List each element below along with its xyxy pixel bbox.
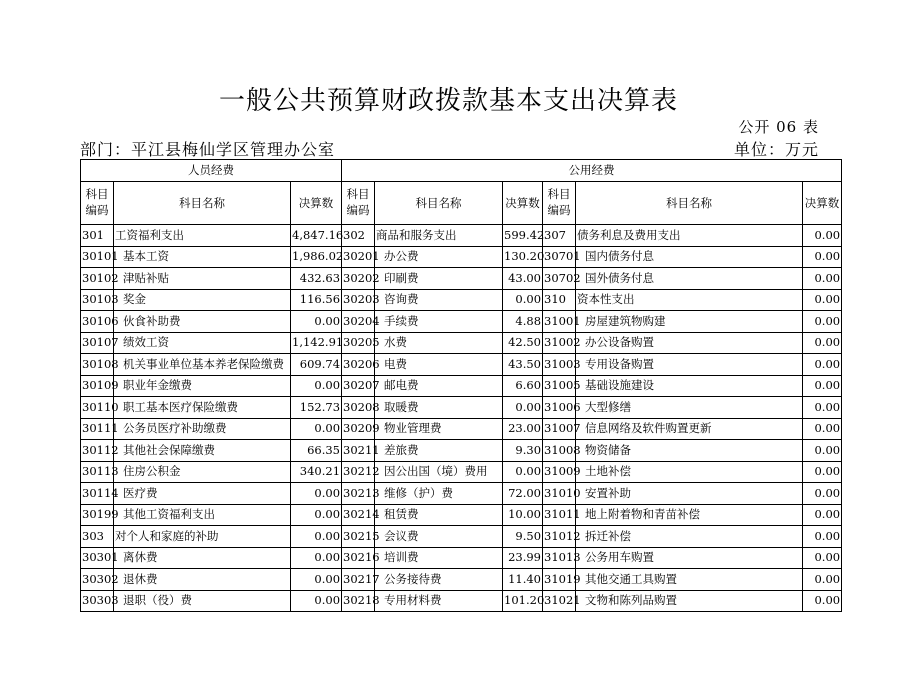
group-personnel: 人员经费 — [81, 160, 342, 182]
cell-name: 其他交通工具购置 — [576, 569, 803, 591]
cell-amount: 0.00 — [803, 483, 842, 505]
table-row — [81, 504, 842, 526]
table-row — [81, 225, 842, 247]
table-row — [81, 569, 842, 591]
cell-code: 30701 — [543, 246, 576, 268]
cell-name: 国外债务付息 — [576, 268, 803, 290]
table-row — [81, 461, 842, 483]
cell-code: 31021 — [543, 590, 576, 612]
cell-code: 30110 — [81, 397, 114, 419]
header-name: 科目名称 — [375, 182, 503, 225]
cell-name: 津贴补贴 — [114, 268, 291, 290]
header-name: 科目名称 — [114, 182, 291, 225]
cell-amount: 11.40 — [503, 569, 543, 591]
cell-code: 30101 — [81, 246, 114, 268]
cell-name: 办公设备购置 — [576, 332, 803, 354]
cell-name: 手续费 — [375, 311, 503, 333]
cell-code: 30212 — [342, 461, 375, 483]
cell-amount: 72.00 — [503, 483, 543, 505]
cell-code: 30301 — [81, 547, 114, 569]
cell-name: 取暖费 — [375, 397, 503, 419]
cell-amount: 0.00 — [291, 504, 342, 526]
table-row — [81, 375, 842, 397]
header-code-line1: 科目 — [346, 187, 370, 202]
cell-name: 资本性支出 — [576, 289, 803, 311]
cell-amount: 0.00 — [291, 375, 342, 397]
cell-name: 大型修缮 — [576, 397, 803, 419]
cell-amount: 0.00 — [291, 590, 342, 612]
cell-code: 31007 — [543, 418, 576, 440]
cell-name: 职工基本医疗保险缴费 — [114, 397, 291, 419]
cell-code: 30214 — [342, 504, 375, 526]
cell-code: 30201 — [342, 246, 375, 268]
cell-code: 31002 — [543, 332, 576, 354]
cell-name: 公务员医疗补助缴费 — [114, 418, 291, 440]
cell-name: 培训费 — [375, 547, 503, 569]
cell-amount: 0.00 — [291, 547, 342, 569]
cell-name: 基础设施建设 — [576, 375, 803, 397]
cell-name: 维修（护）费 — [375, 483, 503, 505]
header-amount: 决算数 — [503, 182, 543, 225]
cell-amount: 0.00 — [803, 332, 842, 354]
cell-code: 30199 — [81, 504, 114, 526]
cell-amount: 432.63 — [291, 268, 342, 290]
cell-code: 31005 — [543, 375, 576, 397]
cell-amount: 0.00 — [803, 461, 842, 483]
cell-name: 印刷费 — [375, 268, 503, 290]
cell-amount: 23.00 — [503, 418, 543, 440]
cell-name: 咨询费 — [375, 289, 503, 311]
cell-amount: 42.50 — [503, 332, 543, 354]
cell-amount: 6.60 — [503, 375, 543, 397]
cell-code: 30203 — [342, 289, 375, 311]
table-row — [81, 483, 842, 505]
cell-amount: 43.50 — [503, 354, 543, 376]
budget-table — [80, 159, 842, 612]
cell-name: 医疗费 — [114, 483, 291, 505]
cell-code: 30107 — [81, 332, 114, 354]
group-header-row — [81, 160, 842, 182]
cell-code: 31008 — [543, 440, 576, 462]
cell-name: 房屋建筑物购建 — [576, 311, 803, 333]
header-code-line1: 科目 — [547, 187, 571, 202]
cell-code: 30112 — [81, 440, 114, 462]
cell-code: 31010 — [543, 483, 576, 505]
cell-name: 专用设备购置 — [576, 354, 803, 376]
cell-name: 土地补偿 — [576, 461, 803, 483]
cell-amount: 0.00 — [503, 397, 543, 419]
header-amount: 决算数 — [803, 182, 842, 225]
cell-amount: 609.74 — [291, 354, 342, 376]
cell-name: 差旅费 — [375, 440, 503, 462]
cell-code: 30207 — [342, 375, 375, 397]
table-row — [81, 354, 842, 376]
group-public: 公用经费 — [342, 160, 842, 182]
cell-name: 奖金 — [114, 289, 291, 311]
cell-code: 30209 — [342, 418, 375, 440]
cell-name: 对个人和家庭的补助 — [114, 526, 291, 548]
cell-name: 物资储备 — [576, 440, 803, 462]
cell-code: 31013 — [543, 547, 576, 569]
cell-code: 30208 — [342, 397, 375, 419]
cell-code: 31009 — [543, 461, 576, 483]
cell-name: 绩效工资 — [114, 332, 291, 354]
cell-amount: 0.00 — [803, 397, 842, 419]
table-row — [81, 397, 842, 419]
cell-code: 30303 — [81, 590, 114, 612]
cell-code: 30113 — [81, 461, 114, 483]
cell-amount: 599.42 — [503, 225, 543, 247]
table-row — [81, 289, 842, 311]
cell-code: 30702 — [543, 268, 576, 290]
cell-name: 文物和陈列品购置 — [576, 590, 803, 612]
cell-amount: 0.00 — [803, 225, 842, 247]
cell-amount: 66.35 — [291, 440, 342, 462]
cell-name: 伙食补助费 — [114, 311, 291, 333]
cell-code: 30215 — [342, 526, 375, 548]
table-row — [81, 418, 842, 440]
cell-code: 30211 — [342, 440, 375, 462]
cell-code: 30216 — [342, 547, 375, 569]
cell-code: 30109 — [81, 375, 114, 397]
department-label: 部门：平江县梅仙学区管理办公室 — [80, 140, 336, 159]
cell-amount: 0.00 — [803, 547, 842, 569]
table-row — [81, 268, 842, 290]
cell-name: 办公费 — [375, 246, 503, 268]
cell-amount: 116.56 — [291, 289, 342, 311]
cell-name: 水费 — [375, 332, 503, 354]
cell-name: 公务接待费 — [375, 569, 503, 591]
header-amount: 决算数 — [291, 182, 342, 225]
cell-amount: 0.00 — [803, 246, 842, 268]
cell-amount: 9.50 — [503, 526, 543, 548]
cell-amount: 0.00 — [503, 461, 543, 483]
cell-name: 其他社会保障缴费 — [114, 440, 291, 462]
cell-code: 302 — [342, 225, 375, 247]
header-code-line2: 编码 — [85, 203, 109, 217]
cell-amount: 10.00 — [503, 504, 543, 526]
cell-name: 机关事业单位基本养老保险缴费 — [114, 354, 291, 376]
cell-name: 租赁费 — [375, 504, 503, 526]
cell-name: 会议费 — [375, 526, 503, 548]
cell-amount: 0.00 — [803, 354, 842, 376]
cell-amount: 0.00 — [803, 504, 842, 526]
cell-code: 30217 — [342, 569, 375, 591]
cell-code: 31003 — [543, 354, 576, 376]
cell-code: 30206 — [342, 354, 375, 376]
cell-name: 国内债务付息 — [576, 246, 803, 268]
cell-amount: 9.30 — [503, 440, 543, 462]
cell-code: 30202 — [342, 268, 375, 290]
cell-amount: 1,142.91 — [291, 332, 342, 354]
table-row — [81, 311, 842, 333]
cell-name: 信息网络及软件购置更新 — [576, 418, 803, 440]
header-code — [543, 182, 576, 225]
cell-code: 30205 — [342, 332, 375, 354]
cell-amount: 0.00 — [291, 418, 342, 440]
cell-amount: 101.20 — [503, 590, 543, 612]
cell-code: 31012 — [543, 526, 576, 548]
table-row — [81, 547, 842, 569]
cell-amount: 4,847.16 — [291, 225, 342, 247]
cell-name: 退休费 — [114, 569, 291, 591]
cell-name: 因公出国（境）费用 — [375, 461, 503, 483]
header-code — [342, 182, 375, 225]
cell-name: 其他工资福利支出 — [114, 504, 291, 526]
cell-code: 31001 — [543, 311, 576, 333]
cell-amount: 0.00 — [803, 289, 842, 311]
cell-amount: 0.00 — [291, 311, 342, 333]
cell-code: 31019 — [543, 569, 576, 591]
cell-name: 住房公积金 — [114, 461, 291, 483]
cell-code: 30114 — [81, 483, 114, 505]
cell-code: 301 — [81, 225, 114, 247]
header-code — [81, 182, 114, 225]
header-code-line1: 科目 — [85, 187, 109, 202]
page-title: 一般公共预算财政拨款基本支出决算表 — [218, 86, 678, 116]
cell-code: 310 — [543, 289, 576, 311]
table-row — [81, 440, 842, 462]
cell-amount: 0.00 — [291, 569, 342, 591]
table-row — [81, 332, 842, 354]
cell-amount: 0.00 — [803, 268, 842, 290]
column-header-row — [81, 182, 842, 225]
cell-code: 30102 — [81, 268, 114, 290]
cell-name: 专用材料费 — [375, 590, 503, 612]
cell-code: 31006 — [543, 397, 576, 419]
cell-name: 拆迁补偿 — [576, 526, 803, 548]
table-row — [81, 590, 842, 612]
header-name: 科目名称 — [576, 182, 803, 225]
cell-amount: 4.88 — [503, 311, 543, 333]
cell-code: 307 — [543, 225, 576, 247]
cell-amount: 0.00 — [291, 483, 342, 505]
cell-code: 30106 — [81, 311, 114, 333]
cell-amount: 0.00 — [803, 526, 842, 548]
cell-code: 30218 — [342, 590, 375, 612]
cell-name: 邮电费 — [375, 375, 503, 397]
cell-code: 30204 — [342, 311, 375, 333]
unit-label: 单位：万元 — [733, 140, 819, 159]
cell-name: 工资福利支出 — [114, 225, 291, 247]
form-number: 公开 06 表 — [738, 118, 819, 136]
cell-amount: 0.00 — [291, 526, 342, 548]
cell-amount: 130.20 — [503, 246, 543, 268]
cell-amount: 0.00 — [803, 375, 842, 397]
cell-code: 30108 — [81, 354, 114, 376]
table-row — [81, 526, 842, 548]
header-code-line2: 编码 — [346, 203, 370, 217]
cell-code: 30213 — [342, 483, 375, 505]
cell-code: 30302 — [81, 569, 114, 591]
cell-name: 电费 — [375, 354, 503, 376]
cell-name: 安置补助 — [576, 483, 803, 505]
cell-name: 基本工资 — [114, 246, 291, 268]
cell-name: 地上附着物和青苗补偿 — [576, 504, 803, 526]
cell-amount: 0.00 — [803, 311, 842, 333]
cell-code: 30103 — [81, 289, 114, 311]
table-row — [81, 246, 842, 268]
cell-name: 职业年金缴费 — [114, 375, 291, 397]
cell-code: 31011 — [543, 504, 576, 526]
cell-name: 离休费 — [114, 547, 291, 569]
cell-code: 30111 — [81, 418, 114, 440]
cell-code: 303 — [81, 526, 114, 548]
cell-amount: 0.00 — [803, 569, 842, 591]
cell-name: 商品和服务支出 — [375, 225, 503, 247]
cell-amount: 0.00 — [803, 418, 842, 440]
cell-amount: 1,986.02 — [291, 246, 342, 268]
cell-amount: 0.00 — [803, 440, 842, 462]
cell-amount: 0.00 — [503, 289, 543, 311]
cell-name: 公务用车购置 — [576, 547, 803, 569]
cell-amount: 340.21 — [291, 461, 342, 483]
header-code-line2: 编码 — [547, 203, 571, 217]
cell-amount: 43.00 — [503, 268, 543, 290]
cell-amount: 0.00 — [803, 590, 842, 612]
cell-name: 债务利息及费用支出 — [576, 225, 803, 247]
cell-name: 退职（役）费 — [114, 590, 291, 612]
cell-name: 物业管理费 — [375, 418, 503, 440]
cell-amount: 23.99 — [503, 547, 543, 569]
cell-amount: 152.73 — [291, 397, 342, 419]
